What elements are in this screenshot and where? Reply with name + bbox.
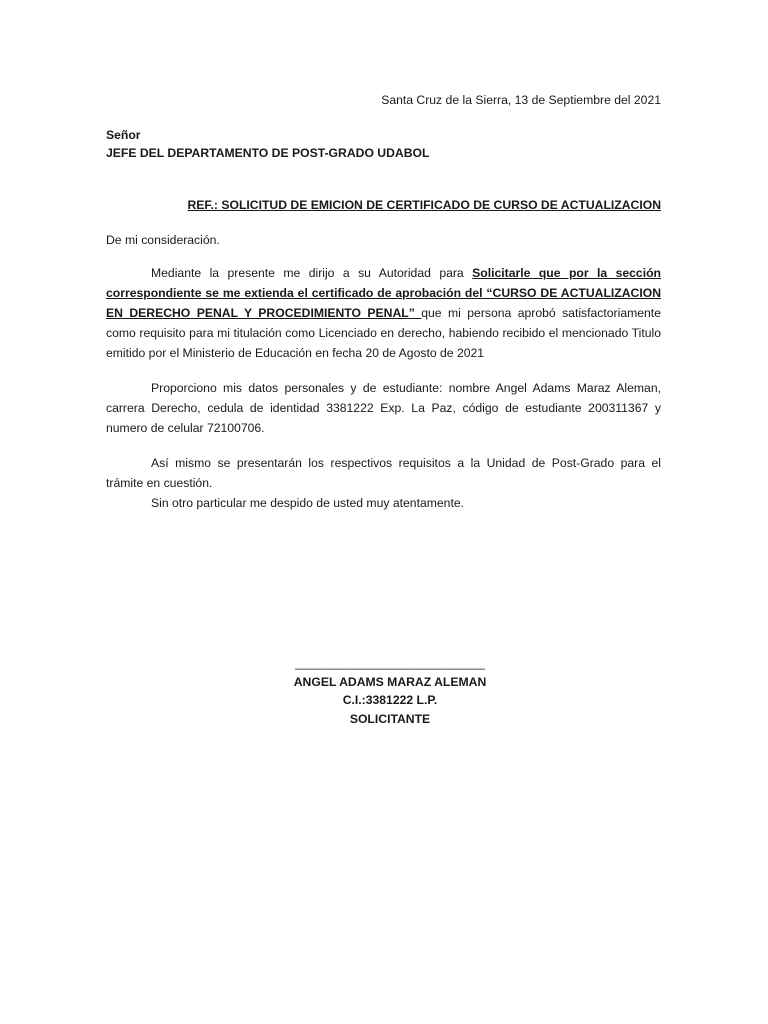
paragraph-personal-data-text: Proporciono mis datos personales y de estudiante: nombre Angel Adams Maraz Aleman, carrera Derecho, cedula de identidad 3381222 Exp. La Paz, código de estudiante 200311367 y numero de celular 72100706. bbox=[106, 381, 661, 435]
paragraph-personal-data bbox=[106, 378, 661, 438]
paragraph-requirements bbox=[106, 453, 661, 513]
paragraph-request-emphasis: Solicitarle que por la sección correspondiente se me extienda el certificado de aprobación del “CURSO DE ACTUALIZACION EN DERECHO PENAL Y PROCEDIMIENTO PENAL” bbox=[106, 266, 661, 320]
signer-id: C.I.:3381222 L.P. bbox=[342, 693, 438, 707]
signature-line: ____________________________ bbox=[295, 656, 485, 670]
salutation: Señor bbox=[106, 128, 141, 142]
signer-name: ANGEL ADAMS MARAZ ALEMAN bbox=[293, 674, 487, 689]
paragraph-request-rest: que mi persona aprobó satisfactoriamente como requisito para mi titulación como Licenciado en derecho, habiendo recibido el mencionado Titulo emitido por el Ministerio de Educación en fecha 20 de Agosto de 2021 bbox=[106, 306, 661, 360]
reference-line: REF.: SOLICITUD DE EMICION DE CERTIFICADO DE CURSO DE ACTUALIZACION bbox=[187, 198, 661, 212]
closing-text: Sin otro particular me despido de usted muy atentamente. bbox=[151, 496, 464, 510]
paragraph-requirements-text: Así mismo se presentarán los respectivos requisitos a la Unidad de Post-Grado para el trámite en cuestión. bbox=[106, 456, 661, 490]
paragraph-request bbox=[106, 263, 661, 363]
greeting: De mi consideración. bbox=[106, 233, 220, 247]
paragraph-request-intro: Mediante la presente me dirijo a su Autoridad para bbox=[151, 266, 473, 280]
letter-date: Santa Cruz de la Sierra, 13 de Septiembre del 2021 bbox=[381, 93, 661, 107]
signer-role: SOLICITANTE bbox=[349, 711, 431, 726]
recipient: JEFE DEL DEPARTAMENTO DE POST-GRADO UDABOL bbox=[106, 146, 430, 160]
signature-block bbox=[290, 654, 490, 728]
